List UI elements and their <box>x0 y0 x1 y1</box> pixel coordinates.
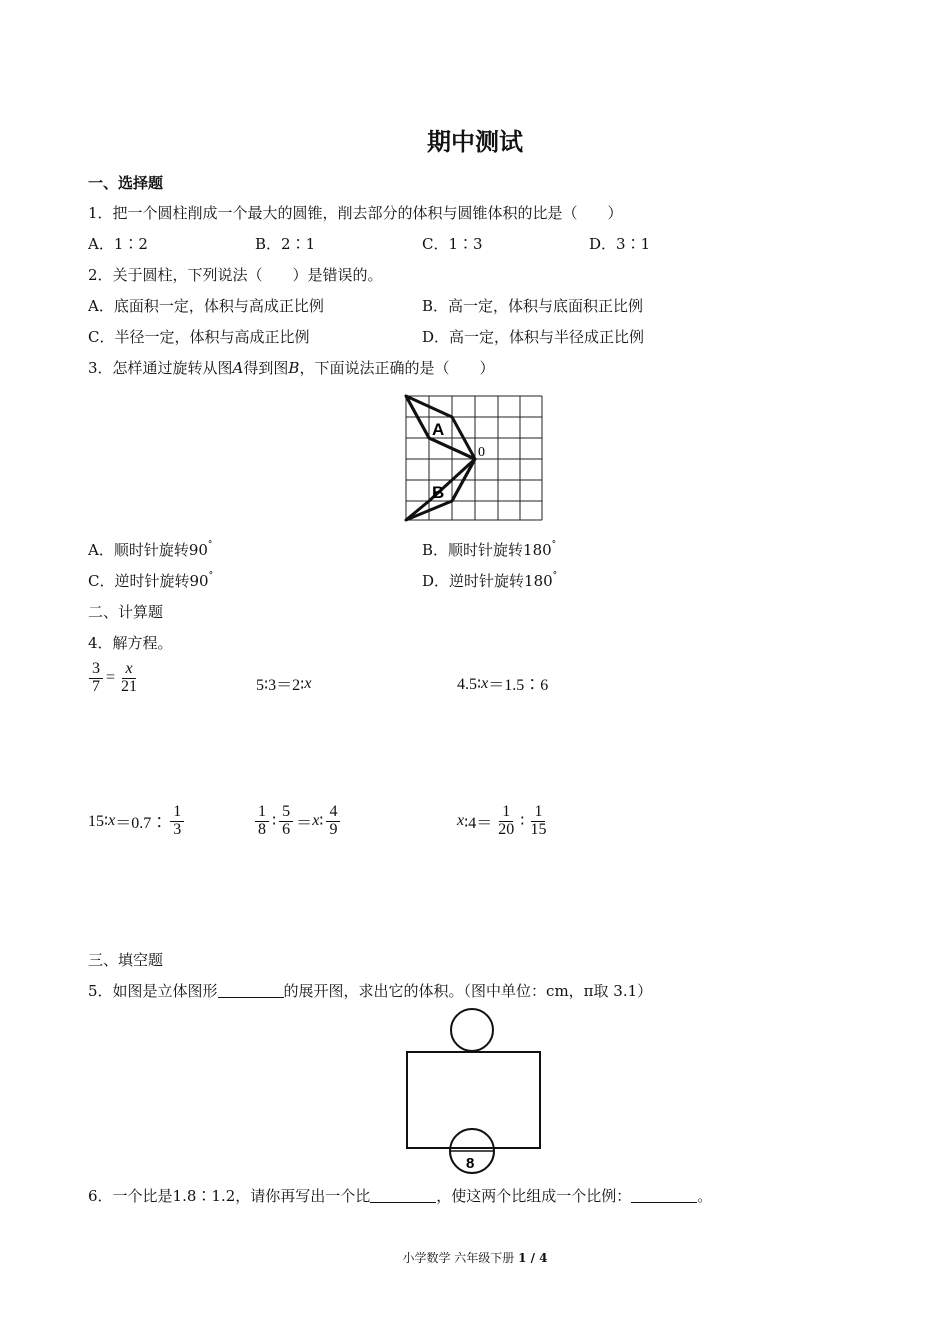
question-6: 6．一个比是1.8∶1.2，请你再写出一个比 ，使这两个比组成一个比例： 。 <box>88 1187 713 1205</box>
diameter-label: 8 <box>466 1155 475 1172</box>
question-3-figure-b: B <box>288 359 300 377</box>
q2-option-a: A．底面积一定，体积与高成正比例 <box>88 297 324 315</box>
answer-blank-ratio[interactable] <box>370 1188 436 1203</box>
equation-1: $\frac{3}{7}$ = $\frac{x}{21}$ <box>86 661 143 696</box>
q3-option-b: B．顺时针旋转180° <box>422 540 557 559</box>
figure-label-a: A <box>432 420 445 439</box>
question-3-text-post: ，下面说法正确的是（ ） <box>299 359 495 377</box>
q2-option-c: C．半径一定，体积与高成正比例 <box>88 328 310 346</box>
equation-5: $\frac{1}{8}$ ∶ $\frac{5}{6}$ ＝ x ∶ $\frac{4}{9}$ <box>252 804 343 839</box>
question-5: 5．如图是立体图形 的展开图，求出它的体积。（图中单位：cm，π取 3.1） <box>88 982 653 1000</box>
q2-option-b: B．高一定，体积与底面积正比例 <box>422 297 644 315</box>
cylinder-net-figure <box>402 1006 546 1178</box>
equation-6: x ∶4＝ $\frac{1}{20}$ ∶ $\frac{1}{15}$ <box>457 803 547 838</box>
question-4: 4．解方程。 <box>88 634 173 652</box>
side-rectangle <box>407 1052 540 1148</box>
page-footer: 小学数学 六年级下册 1 / 4 <box>402 1251 548 1265</box>
section-heading-choice: 一、选择题 <box>88 174 164 192</box>
equation-2: 5∶3＝2∶ x <box>256 674 312 694</box>
q1-option-a: A．1∶2 <box>88 235 148 253</box>
section-heading-calc: 二、计算题 <box>88 603 164 621</box>
q3-option-c: C．逆时针旋转90° <box>88 571 214 590</box>
page-number: 1 / 4 <box>518 1251 548 1265</box>
question-3-text-pre: 3．怎样通过旋转从图 <box>88 359 233 377</box>
equation-4: 15∶ x ＝0.7∶ $\frac{1}{3}$ <box>88 804 187 839</box>
answer-blank[interactable] <box>218 983 284 998</box>
top-circle <box>451 1009 493 1051</box>
question-3 <box>88 357 494 378</box>
page-title: 期中测试 <box>427 128 523 156</box>
q1-option-c: C．1∶3 <box>422 235 483 253</box>
question-1: 1．把一个圆柱削成一个最大的圆锥，削去部分的体积与圆锥体积的比是（ ） <box>88 204 623 222</box>
figure-label-b: B <box>432 483 445 502</box>
q3-option-d: D．逆时针旋转180° <box>422 571 558 590</box>
question-3-figure-a: A <box>232 359 244 377</box>
answer-blank-proportion[interactable] <box>631 1188 697 1203</box>
equation-3: 4.5∶ x ＝1.5∶6 <box>457 674 549 694</box>
q3-option-a: A．顺时针旋转90° <box>88 540 213 559</box>
rotation-grid-figure <box>402 392 546 524</box>
question-2: 2．关于圆柱，下列说法（ ）是错误的。 <box>88 266 383 284</box>
q2-option-d: D．高一定，体积与半径成正比例 <box>422 328 645 346</box>
q1-option-b: B．2∶1 <box>255 235 316 253</box>
section-heading-fill: 三、填空题 <box>88 951 164 969</box>
figure-label-o: 0 <box>478 445 485 460</box>
q1-option-d: D．3∶1 <box>589 235 651 253</box>
question-3-text-mid: 得到图 <box>243 359 289 377</box>
